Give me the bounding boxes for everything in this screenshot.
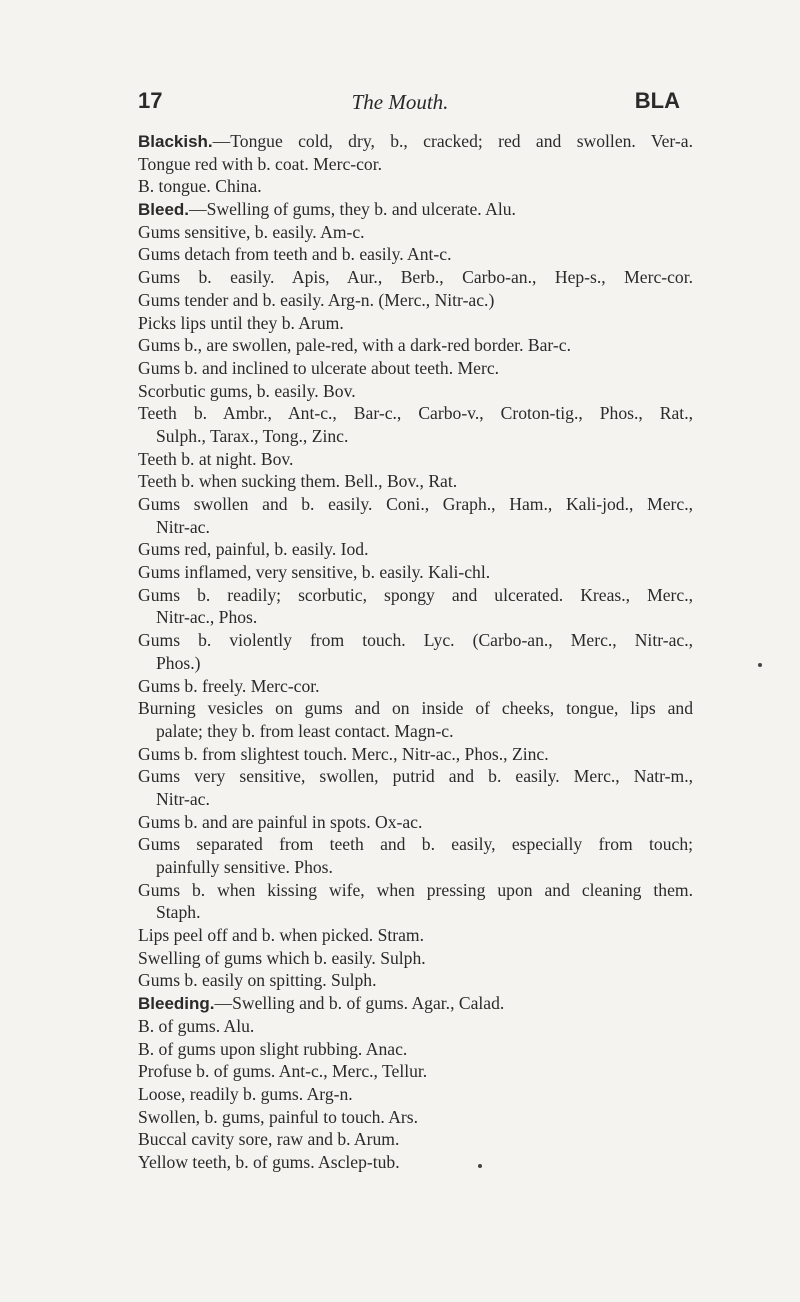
- entry-line: [138, 1151, 693, 1174]
- rubric-text: Gums b. easily on spitting. Sulph.: [138, 970, 377, 991]
- rubric-text: —Swelling and b. of gums. Agar., Calad.: [214, 993, 505, 1014]
- rubric-text: Nitr-ac.: [156, 516, 210, 537]
- rubric-text: Teeth b. when sucking them. Bell., Bov., Rat.: [138, 471, 458, 492]
- entry-line: [138, 1015, 693, 1038]
- rubric-text: Tongue red with b. coat. Merc-cor.: [138, 153, 383, 174]
- rubric-text: Nitr-ac.: [156, 788, 210, 809]
- entry-line: [138, 425, 693, 448]
- entry-line: [138, 175, 693, 198]
- entry-line: [138, 516, 693, 539]
- rubric-text: Gums red, painful, b. easily. Iod.: [138, 539, 369, 560]
- rubric-text: Gums b. violently from touch. Lyc. (Carbo-an., Merc., Nitr-ac.,: [138, 630, 693, 651]
- rubric-text: Gums inflamed, very sensitive, b. easily. Kali-chl.: [138, 562, 491, 583]
- entry-line: [138, 493, 693, 516]
- rubric-text: Phos.): [156, 652, 201, 673]
- entry-line: [138, 743, 693, 766]
- rubric-text: Gums very sensitive, swollen, putrid and b. easily. Merc., Natr-m.,: [138, 766, 693, 787]
- rubric-text: —Swelling of gums, they b. and ulcerate. Alu.: [189, 199, 516, 220]
- entry-line: [138, 289, 693, 312]
- entry-line: [138, 243, 693, 266]
- entry-line: [138, 357, 693, 380]
- entry-line: [138, 675, 693, 698]
- rubric-text: Profuse b. of gums. Ant-c., Merc., Tellur.: [138, 1061, 428, 1082]
- rubric-text: Gums b., are swollen, pale-red, with a dark-red border. Bar-c.: [138, 335, 571, 356]
- entry-line: [138, 924, 693, 947]
- rubric-heading: Blackish.: [138, 132, 213, 151]
- entry-line: [138, 606, 693, 629]
- running-header: [0, 88, 800, 118]
- rubric-text: Swelling of gums which b. easily. Sulph.: [138, 947, 426, 968]
- rubric-text: B. tongue. China.: [138, 176, 262, 197]
- rubric-text: Teeth b. Ambr., Ant-c., Bar-c., Carbo-v., Croton-tig., Phos., Rat.,: [138, 403, 693, 424]
- entry-line: [138, 334, 693, 357]
- rubric-text: Picks lips until they b. Arum.: [138, 312, 344, 333]
- entry-line: [138, 856, 693, 879]
- running-title: The Mouth.: [351, 90, 449, 114]
- entry-line: [138, 561, 693, 584]
- rubric-text: Gums separated from teeth and b. easily, especially from touch;: [138, 834, 693, 855]
- rubric-text: Staph.: [156, 902, 201, 923]
- rubric-text: B. of gums upon slight rubbing. Anac.: [138, 1038, 408, 1059]
- rubric-text: Sulph., Tarax., Tong., Zinc.: [156, 425, 349, 446]
- guide-word: BLA: [634, 88, 680, 113]
- entry-line: [138, 720, 693, 743]
- rubric-text: Gums b. when kissing wife, when pressing upon and cleaning them.: [138, 879, 693, 900]
- entry-line: [138, 879, 693, 902]
- rubric-text: Buccal cavity sore, raw and b. Arum.: [138, 1129, 400, 1150]
- entry-line: [138, 380, 693, 403]
- entry-line: [138, 1083, 693, 1106]
- entry-line: [138, 1060, 693, 1083]
- rubric-text: Loose, readily b. gums. Arg-n.: [138, 1083, 353, 1104]
- rubric-text: Gums b. easily. Apis, Aur., Berb., Carbo-an., Hep-s., Merc-cor.: [138, 267, 693, 288]
- rubric-text: Gums b. and are painful in spots. Ox-ac.: [138, 811, 423, 832]
- entry-line: [138, 811, 693, 834]
- rubric-text: Yellow teeth, b. of gums. Asclep-tub.: [138, 1151, 400, 1172]
- rubric-text: palate; they b. from least contact. Magn-c.: [156, 720, 454, 741]
- stray-mark: [478, 1164, 482, 1168]
- entry-line: [138, 765, 693, 788]
- stray-mark: [758, 663, 762, 667]
- rubric-text: Scorbutic gums, b. easily. Bov.: [138, 380, 356, 401]
- rubric-text: Swollen, b. gums, painful to touch. Ars.: [138, 1106, 419, 1127]
- entry-line: [138, 448, 693, 471]
- rubric-text: Gums sensitive, b. easily. Am-c.: [138, 221, 365, 242]
- entry-heading-line: [138, 198, 693, 221]
- entry-line: [138, 1128, 693, 1151]
- rubric-text: B. of gums. Alu.: [138, 1015, 255, 1036]
- entry-line: [138, 312, 693, 335]
- entry-heading-line: [138, 130, 693, 153]
- rubric-text: Lips peel off and b. when picked. Stram.: [138, 925, 424, 946]
- entry-line: [138, 221, 693, 244]
- rubric-text: Gums detach from teeth and b. easily. Ant-c.: [138, 244, 452, 265]
- rubric-text: Teeth b. at night. Bov.: [138, 448, 294, 469]
- entry-line: [138, 629, 693, 652]
- rubric-heading: Bleeding.: [138, 994, 215, 1014]
- entry-line: [138, 584, 693, 607]
- page-number: 17: [138, 88, 163, 113]
- rubric-text: Burning vesicles on gums and on inside of cheeks, tongue, lips and: [138, 698, 693, 719]
- rubric-text: Gums b. from slightest touch. Merc., Nitr-ac., Phos., Zinc.: [138, 743, 549, 764]
- rubric-text: Gums b. freely. Merc-cor.: [138, 675, 320, 696]
- entry-line: [138, 901, 693, 924]
- entry-line: [138, 833, 693, 856]
- rubric-text: —Tongue cold, dry, b., cracked; red and swollen. Ver-a.: [212, 131, 693, 151]
- entry-line: [138, 697, 693, 720]
- rubric-text: Gums b. readily; scorbutic, spongy and ulcerated. Kreas., Merc.,: [138, 584, 693, 605]
- page-body-text: [138, 130, 693, 1174]
- entry-line: [138, 1038, 693, 1061]
- entry-line: [138, 538, 693, 561]
- entry-line: [138, 969, 693, 992]
- entry-line: [138, 947, 693, 970]
- rubric-text: Gums b. and inclined to ulcerate about teeth. Merc.: [138, 357, 500, 378]
- rubric-heading: Bleed.: [138, 200, 190, 220]
- entry-line: [138, 153, 693, 176]
- rubric-text: Gums swollen and b. easily. Coni., Graph., Ham., Kali-jod., Merc.,: [138, 494, 693, 514]
- rubric-text: painfully sensitive. Phos.: [156, 857, 333, 877]
- entry-heading-line: [138, 992, 693, 1015]
- entry-line: [138, 402, 693, 425]
- entry-line: [138, 266, 693, 289]
- entry-line: [138, 788, 693, 811]
- rubric-text: Gums tender and b. easily. Arg-n. (Merc., Nitr-ac.): [138, 289, 495, 310]
- entry-line: [138, 1106, 693, 1129]
- entry-line: [138, 652, 693, 675]
- entry-line: [138, 470, 693, 493]
- rubric-text: Nitr-ac., Phos.: [156, 607, 258, 628]
